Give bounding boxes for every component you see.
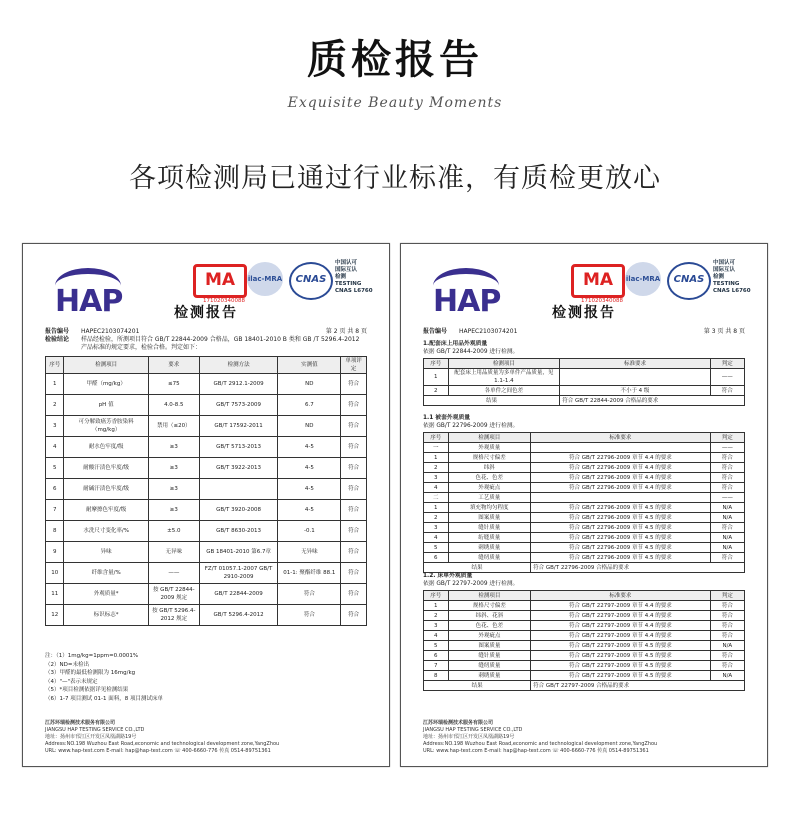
table-header-cell: 检测项目 bbox=[64, 357, 148, 374]
table-cell: 符合 bbox=[341, 374, 367, 395]
table-cell: 6 bbox=[424, 553, 449, 563]
table-result-row bbox=[424, 396, 745, 406]
table-row bbox=[46, 605, 367, 626]
table-cell: GB/T 3922-2013 bbox=[199, 458, 278, 479]
table-cell: 符合 GB/T 22797-2009 章节 4.4 的要求 bbox=[531, 621, 711, 631]
table-cell: ≥3 bbox=[148, 437, 199, 458]
table-header-cell: 序号 bbox=[424, 359, 449, 369]
table-header-cell: 单项评定 bbox=[341, 357, 367, 374]
table-row bbox=[424, 621, 745, 631]
table-row bbox=[46, 416, 367, 437]
table-cell: 二 bbox=[424, 493, 449, 503]
table-cell: FZ/T 01057.1-2007 GB/T 2910-2009 bbox=[199, 563, 278, 584]
table-cell: 5 bbox=[424, 641, 449, 651]
table-row bbox=[424, 483, 745, 493]
table-cell: 4-5 bbox=[278, 479, 341, 500]
table-row bbox=[46, 479, 367, 500]
table-cell: 按 GB/T 5296.4-2012 规定 bbox=[148, 605, 199, 626]
table-header-cell: 要求 bbox=[148, 357, 199, 374]
table-cell: 填充物均匀程度 bbox=[448, 503, 531, 513]
table-cell: 3 bbox=[424, 621, 449, 631]
table-cell: ±5.0 bbox=[148, 521, 199, 542]
table-cell: 8 bbox=[424, 671, 449, 681]
table-cell: 符合 GB/T 22797-2009 章节 4.5 的要求 bbox=[531, 671, 711, 681]
table-cell: GB/T 5296.4-2012 bbox=[199, 605, 278, 626]
table-cell: 7 bbox=[46, 500, 64, 521]
table-cell: N/A bbox=[710, 543, 744, 553]
table-row bbox=[424, 443, 745, 453]
table-cell: 1 bbox=[424, 369, 449, 386]
ilac-logo: ilac-MRA bbox=[247, 262, 283, 296]
table-cell: 禁用（≤20） bbox=[148, 416, 199, 437]
table-cell: 符合 bbox=[278, 584, 341, 605]
table-header-cell: 序号 bbox=[46, 357, 64, 374]
report-footer: 江苏环瑞检测技术服务有限公司 JIANGSU HAP TESTING SERVICE CO.,LTD 地址：扬州市邗江区开发区凤凰湖路19号 Address:NO.198 Wuzhou East Road,economic and technological development zone,YangZhou URL: www.hap-test.com E-mail: hap@hap-test.com ☏ 400-6660-776 传真 0514-89751361 bbox=[423, 720, 658, 754]
table-cell: 缝针质量 bbox=[448, 651, 531, 661]
report-sheet-page-2 bbox=[22, 243, 390, 767]
table-row bbox=[46, 584, 367, 605]
result-value: 符合 GB/T 22797-2009 合格品的要求 bbox=[531, 681, 745, 691]
table-cell: 4-5 bbox=[278, 437, 341, 458]
script-tagline: Exquisite Beauty Moments bbox=[287, 95, 503, 111]
section-1-heading: 1.配套床上用品外观质量 依据 GB/T 22844-2009 进行检测。 bbox=[423, 341, 519, 355]
table-cell: 符合 GB/T 22796-2009 章节 4.4 的要求 bbox=[531, 483, 711, 493]
table-header-cell: 标准要求 bbox=[531, 433, 711, 443]
table-header-cell: 判定 bbox=[710, 591, 744, 601]
table-cell: 01-1: 聚酯纤维 88.1 bbox=[278, 563, 341, 584]
table-row bbox=[424, 631, 745, 641]
table-cell: 6 bbox=[424, 651, 449, 661]
table-cell: 2 bbox=[424, 611, 449, 621]
table-cell: 符合 bbox=[710, 611, 744, 621]
table-cell: 耐摩擦色牢度/级 bbox=[64, 500, 148, 521]
table-cell: 符合 GB/T 22796-2009 章节 4.4 的要求 bbox=[531, 463, 711, 473]
table-cell: 7 bbox=[424, 661, 449, 671]
table-cell: 外观疵点 bbox=[448, 631, 531, 641]
table-cell: ND bbox=[278, 416, 341, 437]
section-3-heading: 1.2. 床单外观质量 依据 GB/T 22797-2009 进行检测。 bbox=[423, 573, 519, 587]
result-value: 符合 GB/T 22796-2009 合格品的要求 bbox=[531, 563, 745, 573]
table-cell: 符合 GB/T 22796-2009 章节 4.5 的要求 bbox=[531, 523, 711, 533]
result-label: 结果 bbox=[424, 396, 560, 406]
report-footer: 江苏环瑞检测技术服务有限公司 JIANGSU HAP TESTING SERVICE CO.,LTD 地址：扬州市邗江区开发区凤凰湖路19号 Address:NO.198 Wuzhou East Road,economic and technological development zone,YangZhou URL: www.hap-test.com E-mail: hap@hap-test.com ☏ 400-6660-776 传真 0514-89751361 bbox=[45, 720, 280, 754]
table-cell: 外观质量* bbox=[64, 584, 148, 605]
table-cell: GB 18401-2010 第6.7章 bbox=[199, 542, 278, 563]
table-cell: —— bbox=[710, 493, 744, 503]
table-cell: 甲醛（mg/kg） bbox=[64, 374, 148, 395]
table-result-row bbox=[424, 681, 745, 691]
table-cell: 4 bbox=[424, 483, 449, 493]
table-cell: 符合 bbox=[710, 463, 744, 473]
table-cell: 色花、色差 bbox=[448, 621, 531, 631]
table-cell: 不小于 4 级 bbox=[560, 386, 710, 396]
table-row bbox=[46, 458, 367, 479]
table-cell: 符合 bbox=[710, 553, 744, 563]
table-cell: ≤75 bbox=[148, 374, 199, 395]
table-cell: 符合 GB/T 22796-2009 章节 4.5 的要求 bbox=[531, 543, 711, 553]
table-cell: 符合 bbox=[341, 584, 367, 605]
table-cell: 耐碱汗渍色牢度/级 bbox=[64, 479, 148, 500]
table-row bbox=[46, 437, 367, 458]
table-row bbox=[424, 611, 745, 621]
table-cell: 符合 bbox=[341, 479, 367, 500]
table-cell: 符合 GB/T 22797-2009 章节 4.5 的要求 bbox=[531, 641, 711, 651]
result-label: 结果 bbox=[424, 681, 531, 691]
table-cell: 符合 GB/T 22796-2009 章节 4.5 的要求 bbox=[531, 503, 711, 513]
table-cell: 水洗尺寸变化率/% bbox=[64, 521, 148, 542]
table-cell: —— bbox=[148, 563, 199, 584]
report-meta: 报告编号 HAPEC2103074201 第 2 页 共 8 页 检验结论 样品经检验，所测项目符合 GB/T 22844-2009 合格品，GB 18401-2010 B 类和 GB /T 5296.4-2012 产品标准的规定要求，检验合格。判定如下： bbox=[45, 328, 367, 351]
result-value: 符合 GB/T 22844-2009 合格品的要求 bbox=[560, 396, 745, 406]
table-cell: 图案质量 bbox=[448, 513, 531, 523]
table-header-cell: 检测项目 bbox=[448, 591, 531, 601]
table-cell: 2 bbox=[424, 386, 449, 396]
notes: 注：（1）1mg/kg=1ppm=0.0001% （2）ND=未检出 （3）甲醛的最低检测限为 16mg/kg （4）"—"表示未规定 （5）*项目检测依据详见检测结果 （6）1-7 项目测试 01-1 面料，8 项目测试床单 bbox=[45, 653, 163, 702]
table-cell: 无异味 bbox=[278, 542, 341, 563]
table-row bbox=[424, 641, 745, 651]
table-cell: 符合 bbox=[341, 458, 367, 479]
table-cell: GB/T 5713-2013 bbox=[199, 437, 278, 458]
table-header-cell: 判定 bbox=[710, 433, 744, 443]
table-header-cell: 判定 bbox=[710, 359, 744, 369]
table-cell: —— bbox=[710, 443, 744, 453]
table-cell: 纬斜、花斜 bbox=[448, 611, 531, 621]
table-cell: N/A bbox=[710, 503, 744, 513]
table-cell: 4.0-8.5 bbox=[148, 395, 199, 416]
table-cell: 耐酸汗渍色牢度/级 bbox=[64, 458, 148, 479]
table-cell: 符合 bbox=[710, 621, 744, 631]
table-row bbox=[424, 463, 745, 473]
table-cell: 符合 bbox=[341, 416, 367, 437]
table-header-cell: 实测值 bbox=[278, 357, 341, 374]
table-row bbox=[424, 493, 745, 503]
table-cell: 5 bbox=[46, 458, 64, 479]
table-cell bbox=[199, 479, 278, 500]
table-row bbox=[46, 563, 367, 584]
table-cell: pH 值 bbox=[64, 395, 148, 416]
section-3-table bbox=[423, 590, 745, 691]
table-header-row bbox=[46, 357, 367, 374]
table-cell: N/A bbox=[710, 641, 744, 651]
table-cell bbox=[531, 493, 711, 503]
table-row bbox=[46, 542, 367, 563]
table-cell: 缝纫质量 bbox=[448, 553, 531, 563]
report-sheet-page-3 bbox=[400, 243, 768, 767]
hap-logo: HAP bbox=[427, 266, 507, 318]
table-row bbox=[424, 543, 745, 553]
table-cell: 纤维含量/% bbox=[64, 563, 148, 584]
table-cell: 符合 GB/T 22797-2009 章节 4.4 的要求 bbox=[531, 611, 711, 621]
table-cell: 符合 bbox=[710, 651, 744, 661]
table-cell: 3 bbox=[46, 416, 64, 437]
table-row bbox=[424, 513, 745, 523]
table-cell: 规格尺寸偏差 bbox=[448, 453, 531, 463]
table-cell: N/A bbox=[710, 533, 744, 543]
table-cell: 规格尺寸偏差 bbox=[448, 601, 531, 611]
table-cell: 2 bbox=[424, 513, 449, 523]
table-header-row bbox=[424, 591, 745, 601]
page-title: 质检报告 bbox=[307, 37, 483, 83]
table-cell: 耐水色牢度/级 bbox=[64, 437, 148, 458]
ma-logo: MA bbox=[193, 264, 247, 298]
table-cell: 4 bbox=[46, 437, 64, 458]
table-row bbox=[424, 533, 745, 543]
table-cell: N/A bbox=[710, 513, 744, 523]
table-cell: 可分解致癌芳香胺染料（mg/kg） bbox=[64, 416, 148, 437]
section-2-heading: 1.1 被套外观质量 依据 GB/T 22796-2009 进行检测。 bbox=[423, 415, 519, 429]
table-cell: 色花、色差 bbox=[448, 473, 531, 483]
cnas-logo: CNAS bbox=[289, 262, 333, 300]
table-row bbox=[424, 553, 745, 563]
table-cell: 3 bbox=[424, 523, 449, 533]
table-cell: 符合 GB/T 22797-2009 章节 4.4 的要求 bbox=[531, 631, 711, 641]
table-header-cell: 标准要求 bbox=[560, 359, 710, 369]
table-cell: 纬斜 bbox=[448, 463, 531, 473]
table-cell: 符合 GB/T 22796-2009 章节 4.4 的要求 bbox=[531, 453, 711, 463]
table-cell: 符合 GB/T 22797-2009 章节 4.5 的要求 bbox=[531, 661, 711, 671]
table-cell: ≥3 bbox=[148, 458, 199, 479]
table-cell bbox=[560, 369, 710, 386]
table-cell: N/A bbox=[710, 671, 744, 681]
table-cell: 符合 bbox=[341, 437, 367, 458]
table-cell: 符合 bbox=[341, 605, 367, 626]
table-cell: 4-5 bbox=[278, 458, 341, 479]
table-cell: GB/T 7573-2009 bbox=[199, 395, 278, 416]
table-cell: GB/T 8630-2013 bbox=[199, 521, 278, 542]
table-cell: 刺绣质量 bbox=[448, 543, 531, 553]
ilac-logo: ilac-MRA bbox=[625, 262, 661, 296]
table-cell: 6 bbox=[46, 479, 64, 500]
table-row bbox=[424, 661, 745, 671]
table-cell: 4-5 bbox=[278, 500, 341, 521]
table-cell: 异味 bbox=[64, 542, 148, 563]
table-cell: 8 bbox=[46, 521, 64, 542]
result-label: 结果 bbox=[424, 563, 531, 573]
table-cell: 符合 bbox=[341, 395, 367, 416]
table-cell: 配套床上用品质量为多单件产品质量，见 1.1-1.4 bbox=[448, 369, 560, 386]
table-cell: 12 bbox=[46, 605, 64, 626]
table-cell: 符合 GB/T 22796-2009 章节 4.5 的要求 bbox=[531, 513, 711, 523]
report-meta: 报告编号 HAPEC2103074201 第 3 页 共 8 页 bbox=[423, 328, 745, 335]
cnas-note: 中国认可 国际互认 检测 TESTING CNAS L6760 bbox=[713, 260, 751, 294]
section-2-table bbox=[423, 432, 745, 573]
page-subtitle: 各项检测局已通过行业标准，有质检更放心 bbox=[129, 163, 661, 194]
table-cell: 1 bbox=[424, 453, 449, 463]
table-cell: 1 bbox=[46, 374, 64, 395]
serial-number: 171020340088 bbox=[203, 298, 245, 304]
cnas-logo: CNAS bbox=[667, 262, 711, 300]
report-title: 检测报告 bbox=[552, 305, 616, 321]
table-cell: 4 bbox=[424, 631, 449, 641]
table-header-cell: 检测项目 bbox=[448, 359, 560, 369]
table-cell: 标识标志* bbox=[64, 605, 148, 626]
table-header-cell: 序号 bbox=[424, 591, 449, 601]
table-row bbox=[46, 500, 367, 521]
table-cell: 外观质量 bbox=[448, 443, 531, 453]
table-row bbox=[424, 386, 745, 396]
table-row bbox=[46, 374, 367, 395]
table-header-row bbox=[424, 359, 745, 369]
table-cell: 符合 GB/T 22796-2009 章节 4.4 的要求 bbox=[531, 473, 711, 483]
table-row bbox=[424, 503, 745, 513]
table-cell: GB/T 17592-2011 bbox=[199, 416, 278, 437]
serial-number: 171020340088 bbox=[581, 298, 623, 304]
table-cell: 符合 bbox=[710, 473, 744, 483]
table-row bbox=[424, 369, 745, 386]
table-row bbox=[424, 473, 745, 483]
table-cell: 无异味 bbox=[148, 542, 199, 563]
table-cell: 图案质量 bbox=[448, 641, 531, 651]
table-cell: 各单件之间色差 bbox=[448, 386, 560, 396]
table-cell: 5 bbox=[424, 543, 449, 553]
table-row bbox=[46, 395, 367, 416]
table-row bbox=[424, 671, 745, 681]
table-cell: 符合 GB/T 22797-2009 章节 4.4 的要求 bbox=[531, 601, 711, 611]
table-cell: 一 bbox=[424, 443, 449, 453]
table-row bbox=[424, 523, 745, 533]
table-cell: 符合 bbox=[278, 605, 341, 626]
hap-logo: HAP bbox=[49, 266, 129, 318]
table-row bbox=[424, 601, 745, 611]
table-cell: —— bbox=[710, 369, 744, 386]
table-cell: 绗缝质量 bbox=[448, 533, 531, 543]
table-cell: 符合 bbox=[710, 453, 744, 463]
table-row bbox=[424, 651, 745, 661]
table-cell: 缝纫质量 bbox=[448, 661, 531, 671]
section-1-table bbox=[423, 358, 745, 406]
table-cell: 2 bbox=[424, 463, 449, 473]
table-cell: 符合 bbox=[710, 386, 744, 396]
table-cell: 2 bbox=[46, 395, 64, 416]
table-header-row bbox=[424, 433, 745, 443]
table-header-cell: 检测项目 bbox=[448, 433, 531, 443]
table-cell: 缝针质量 bbox=[448, 523, 531, 533]
table-cell: GB/T 3920-2008 bbox=[199, 500, 278, 521]
table-cell: ≥3 bbox=[148, 500, 199, 521]
table-cell: -0.1 bbox=[278, 521, 341, 542]
table-cell: 11 bbox=[46, 584, 64, 605]
table-header-cell: 检测方法 bbox=[199, 357, 278, 374]
table-result-row bbox=[424, 563, 745, 573]
table-cell: 符合 bbox=[710, 661, 744, 671]
table-header-cell: 序号 bbox=[424, 433, 449, 443]
table-cell: GB/T 22844-2009 bbox=[199, 584, 278, 605]
table-cell: 4 bbox=[424, 533, 449, 543]
table-header-cell: 标准要求 bbox=[531, 591, 711, 601]
table-row bbox=[46, 521, 367, 542]
table-cell: 符合 bbox=[710, 483, 744, 493]
table-cell: 符合 bbox=[341, 500, 367, 521]
table-cell: 工艺质量 bbox=[448, 493, 531, 503]
table-cell: 符合 GB/T 22796-2009 章节 4.5 的要求 bbox=[531, 553, 711, 563]
table-cell: 符合 bbox=[710, 523, 744, 533]
ma-logo: MA bbox=[571, 264, 625, 298]
table-cell: 符合 bbox=[710, 631, 744, 641]
results-table bbox=[45, 356, 367, 626]
table-row bbox=[424, 453, 745, 463]
table-cell: 10 bbox=[46, 563, 64, 584]
table-cell: 1 bbox=[424, 601, 449, 611]
report-title: 检测报告 bbox=[174, 305, 238, 321]
table-cell: 刺绣质量 bbox=[448, 671, 531, 681]
table-cell: 符合 bbox=[341, 521, 367, 542]
table-cell: 9 bbox=[46, 542, 64, 563]
table-cell: 3 bbox=[424, 473, 449, 483]
table-cell: 符合 bbox=[710, 601, 744, 611]
table-cell: 6.7 bbox=[278, 395, 341, 416]
table-cell: 1 bbox=[424, 503, 449, 513]
table-cell: 符合 GB/T 22797-2009 章节 4.5 的要求 bbox=[531, 651, 711, 661]
table-cell bbox=[531, 443, 711, 453]
table-cell: ≥3 bbox=[148, 479, 199, 500]
table-cell: ND bbox=[278, 374, 341, 395]
cnas-note: 中国认可 国际互认 检测 TESTING CNAS L6760 bbox=[335, 260, 373, 294]
table-cell: 符合 bbox=[341, 542, 367, 563]
table-cell: GB/T 2912.1-2009 bbox=[199, 374, 278, 395]
table-cell: 符合 GB/T 22796-2009 章节 4.5 的要求 bbox=[531, 533, 711, 543]
table-cell: 按 GB/T 22844-2009 规定 bbox=[148, 584, 199, 605]
table-cell: 外观疵点 bbox=[448, 483, 531, 493]
table-cell: 符合 bbox=[341, 563, 367, 584]
